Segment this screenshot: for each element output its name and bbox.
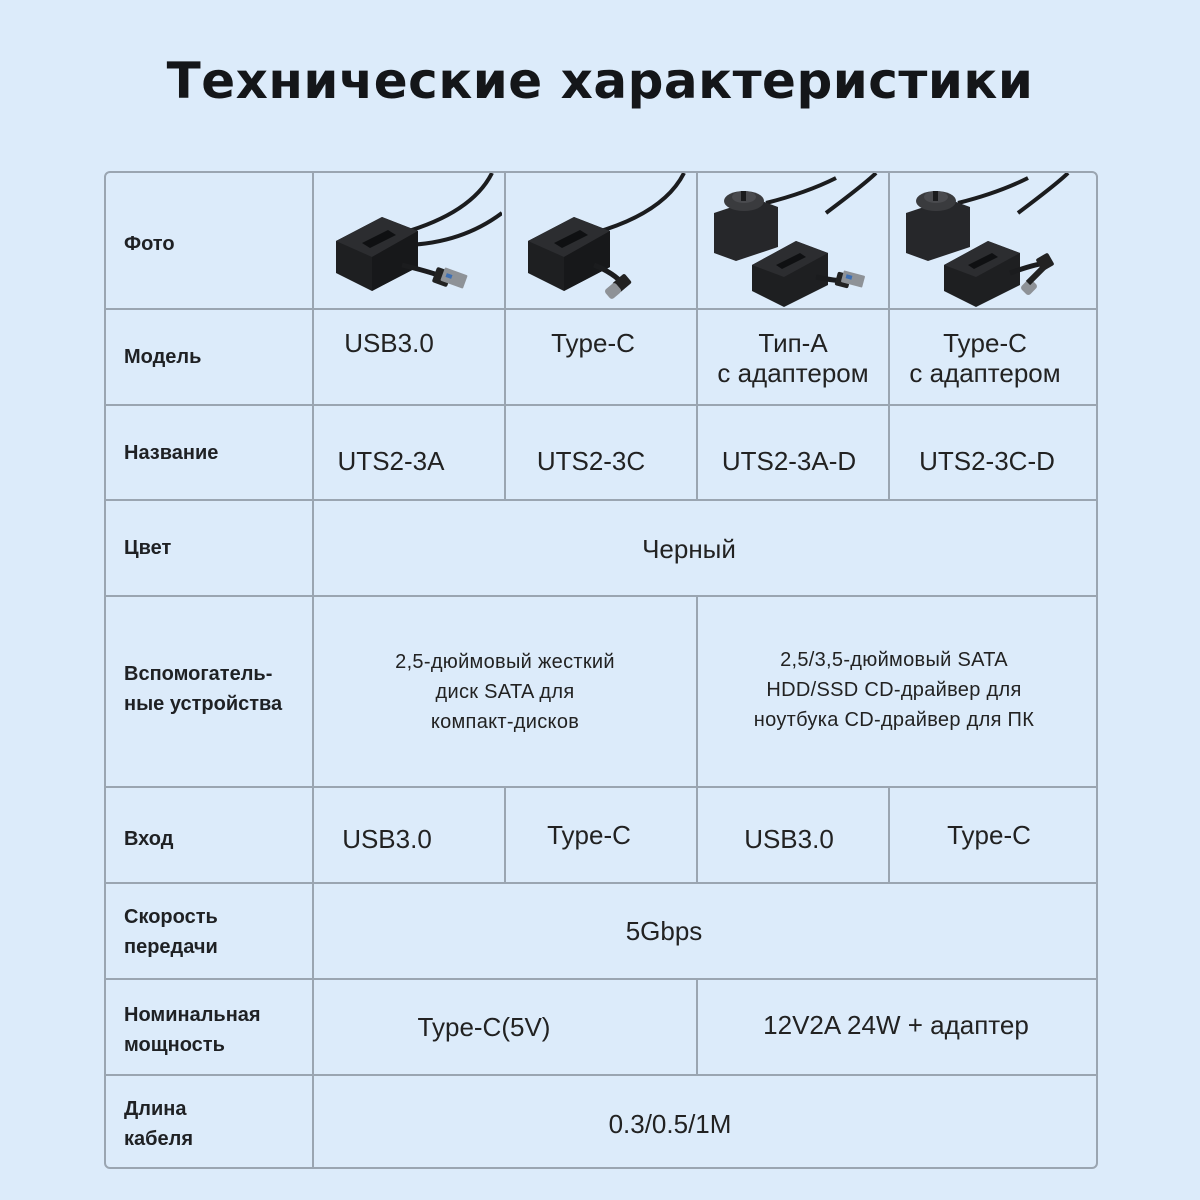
speed-label-line2: передачи — [124, 936, 218, 958]
cable-label-line2: кабеля — [124, 1128, 193, 1150]
photo-usb3-adapter — [314, 173, 504, 308]
input-cell-3: USB3.0 — [744, 824, 834, 854]
model-1-line1: USB3.0 — [344, 328, 434, 358]
photo-typec-adapter — [506, 173, 696, 308]
devices-left-line3: компакт-дисков — [430, 711, 580, 733]
row-label-name: Название — [124, 442, 219, 464]
row-label-color: Цвет — [124, 537, 172, 559]
adapter-type-c-power-image — [898, 173, 1078, 308]
name-cell-1: UTS2-3A — [337, 446, 445, 476]
row-label-cable — [124, 1094, 314, 1154]
row-cable — [106, 1076, 1096, 1167]
speed-label-line1: Скорость — [124, 906, 218, 928]
photo-typec-with-power-adapter — [890, 173, 1080, 308]
row-label-photo: Фото — [124, 233, 175, 255]
photo-typea-with-power-adapter — [698, 173, 888, 308]
row-power — [106, 980, 1096, 1076]
input-cell-4: Type-C — [947, 820, 1031, 850]
row-label-devices — [124, 659, 314, 719]
model-cell-3 — [698, 328, 888, 404]
cable-label-line1: Длина — [124, 1098, 187, 1120]
row-model — [106, 310, 1096, 406]
row-color — [106, 501, 1096, 597]
input-cell-2: Type-C — [547, 820, 631, 850]
model-4-line1: Type-C — [943, 328, 1027, 358]
row-label-power — [124, 1000, 314, 1060]
spec-table — [104, 171, 1098, 1169]
devices-left — [314, 647, 696, 786]
adapter-type-a-power-image — [706, 173, 886, 308]
devices-right-line2: HDD/SSD CD-драйвер для — [766, 679, 1022, 701]
devices-right — [698, 645, 1090, 786]
devices-left-line2: диск SATA для — [435, 681, 575, 703]
input-cell-1: USB3.0 — [342, 824, 432, 854]
model-2-line1: Type-C — [551, 328, 635, 358]
model-3-line2: с адаптером — [717, 358, 869, 388]
devices-left-line1: 2,5-дюймовый жесткий — [395, 651, 615, 673]
model-cell-2 — [498, 328, 688, 404]
model-cell-1 — [294, 328, 484, 404]
adapter-type-c-image — [514, 173, 694, 308]
cable-value: 0.3/0.5/1M — [608, 1109, 732, 1139]
power-label-line2: мощность — [124, 1034, 225, 1056]
row-label-model: Модель — [124, 346, 202, 368]
row-label-input: Вход — [124, 828, 174, 850]
power-right: 12V2A 24W + адаптер — [763, 1010, 1029, 1040]
devices-right-line1: 2,5/3,5-дюймовый SATA — [780, 649, 1008, 671]
row-input — [106, 788, 1096, 884]
devices-label-line1: Вспомогатель- — [124, 663, 273, 685]
name-cell-3: UTS2-3A-D — [721, 446, 857, 476]
name-cell-2: UTS2-3C — [536, 446, 646, 476]
row-label-speed — [124, 902, 314, 962]
row-name — [106, 406, 1096, 501]
speed-value: 5Gbps — [625, 916, 703, 946]
model-4-line2: с адаптером — [909, 358, 1061, 388]
page-title: Технические характеристики — [166, 52, 1034, 110]
color-value: Черный — [642, 534, 736, 564]
power-label-line1: Номинальная — [124, 1004, 261, 1026]
row-photo — [106, 173, 1096, 310]
power-left: Type-C(5V) — [417, 1012, 551, 1042]
row-devices — [106, 597, 1096, 788]
adapter-usb-a-image — [322, 173, 502, 308]
name-cell-4: UTS2-3C-D — [919, 446, 1055, 476]
devices-label-line2: ные устройства — [124, 693, 283, 715]
model-cell-4 — [890, 328, 1080, 404]
model-3-line1: Тип-A — [758, 328, 828, 358]
row-speed — [106, 884, 1096, 980]
devices-right-line3: ноутбука CD-драйвер для ПК — [753, 709, 1035, 731]
